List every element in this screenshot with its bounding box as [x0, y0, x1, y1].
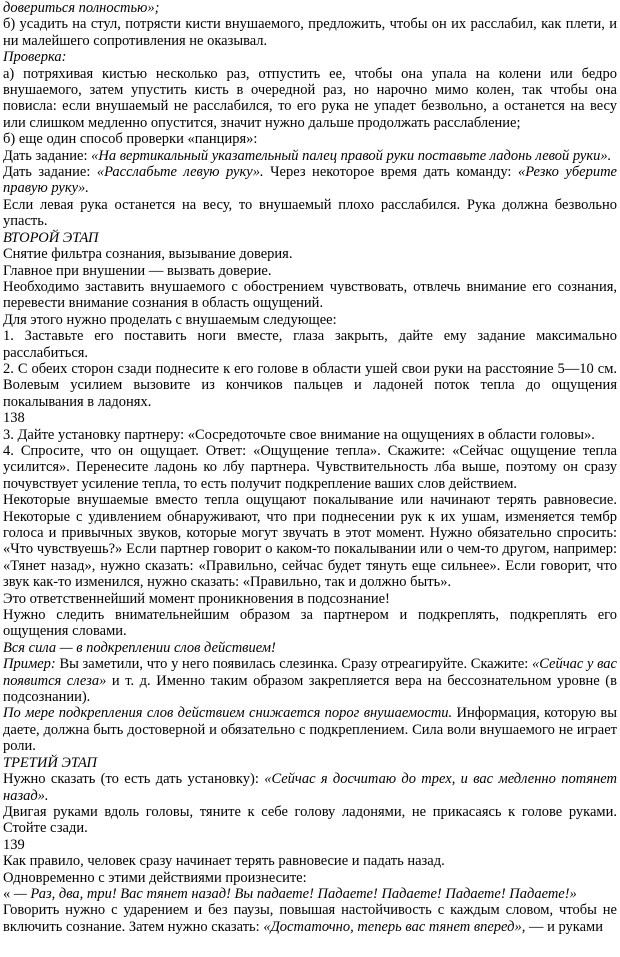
paragraph-p12: Необходимо заставить внушаемого с обострением чувствовать, отвлечь внимание его сознания, перевести внимание сознания в область ощущений.: [3, 278, 617, 312]
paragraph-p15: 2. С обеих сторон сзади поднесите к его голове в области ушей свои руки на расстояние 5—10 см. Волевым усилием вызовите из кончиков пальцев и ладоней поток тепла до ощущения покалывания в ладонях.: [3, 360, 617, 410]
paragraph-p25: ТРЕТИЙ ЭТАП: [3, 754, 98, 771]
paragraph-p22: Вся сила — в подкреплении слов действием!: [3, 639, 276, 656]
paragraph-p03: Проверка:: [3, 49, 67, 66]
text-run: Вы заметили, что у него появилась слезинка. Сразу отреагируйте. Скажите:: [55, 656, 532, 673]
text-run: и т. д. Именно таким образом закрепляется вера на бессознательном уровне (в подсознании).: [3, 672, 617, 706]
paragraph-p16: 138: [3, 410, 25, 427]
paragraph-p28: 139: [3, 836, 25, 853]
paragraph-p17: 3. Дайте установку партнеру: «Сосредоточьте свое внимание на ощущениях в области головы».: [3, 426, 595, 443]
paragraph-p24: [3, 705, 617, 754]
paragraph-p08: Если левая рука останется на весу, то внушаемый плохо расслабился. Рука должна безвольно упасть.: [3, 196, 617, 230]
paragraph-p18: 4. Спросите, что он ощущает. Ответ: «Ощущение тепла». Скажите: «Сейчас ощущение тепла усилится». Перенесите ладонь ко лбу партнера. Чувствительность лба выше, поэтому он сразу почувствует усиление тепла, то есть получит подкрепление ваших слов действием.: [3, 442, 617, 492]
text-run: «Резко уберите правую руку».: [3, 164, 617, 197]
text-run: «Расслабьте левую руку».: [96, 164, 264, 181]
paragraph-p06: [3, 148, 617, 164]
paragraph-p32: [3, 902, 617, 935]
paragraph-p05: б) еще один способ проверки «панциря»:: [3, 131, 258, 148]
paragraph-p14: 1. Заставьте его поставить ноги вместе, глаза закрыть, дайте ему задание максимально расслабиться.: [3, 328, 617, 361]
paragraph-p01: довериться полностью»;: [3, 0, 160, 16]
text-run: — и руками: [525, 918, 603, 935]
paragraph-p29: Как правило, человек сразу начинает терять равновесие и падать назад.: [3, 853, 445, 870]
text-run: Дать задание:: [3, 147, 92, 164]
paragraph-p27: Двигая руками вдоль головы, тяните к себе голову ладонями, не прикасаясь к голове руками. Стойте сзади.: [3, 803, 617, 837]
paragraph-p19: Некоторые внушаемые вместо тепла ощущают покалывание или начинают терять равновесие. Некоторые с удивлением обнаруживают, что при поднесении рук к их ушам, изменяется тембр голоса и привычных звуков, которые могут звучать в этот момент. Нужно обязательно спросить: «Что чувствуешь?» Если партнер говорит о каком-то покалывании или о чем-то другом, например: «Тянет назад», нужно сказать: «Правильно, сейчас будет тянуть еще сильнее». Если говорит, что звук как-то изменился, нужно сказать: «Правильно, так и должно быть».: [3, 492, 617, 591]
paragraph-p23: [3, 656, 617, 705]
paragraph-p07: [3, 164, 617, 197]
paragraph-p30: Одновременно с этими действиями произнесите:: [3, 869, 307, 886]
text-run: Пример:: [3, 656, 56, 673]
paragraph-p10: Снятие фильтра сознания, вызывание доверия.: [3, 246, 293, 263]
paragraph-p31: [3, 886, 617, 902]
paragraph-p13: Для этого нужно проделать с внушаемым следующее:: [3, 311, 337, 328]
text-run: «Достаточно, теперь вас тянет вперед»,: [263, 918, 526, 935]
text-run: Через некоторое время дать команду:: [263, 164, 518, 181]
text-run: По мере подкрепления слов действием снижается порог внушаемости.: [3, 705, 453, 722]
paragraph-p21: Нужно следить внимательнейшим образом за партнером и подкреплять, подкреплять его ощущения словами.: [3, 607, 617, 640]
text-run: «Сейчас я досчитаю до трех, и вас медленно потянет назад».: [3, 771, 617, 804]
paragraph-p04: а) потряхивая кистью несколько раз, отпустить ее, чтобы она упала на колени или бедро внушаемого, затем упустить кисть в очередной раз, но нарочно мимо колен, так чтобы она повисла: если внушаемый не расслабился, то его рука не упадет безвольно, а останется на весу или слишком медленно опустится, значит нужно дальше продолжать расслабление;: [3, 65, 617, 131]
text-run: Дать задание:: [3, 164, 97, 181]
text-run: Говорить нужно с ударением и без паузы, повышая настойчивость с каждым словом, чтобы не включить сознание. Затем нужно сказать:: [3, 902, 617, 935]
paragraph-p26: [3, 771, 617, 804]
paragraph-p09: ВТОРОЙ ЭТАП: [3, 229, 99, 246]
paragraph-p20: Это ответственнейший момент проникновения в подсознание!: [3, 590, 390, 607]
text-run: «На вертикальный указательный палец правой руки поставьте ладонь левой руки».: [91, 147, 612, 164]
text-run: Нужно сказать (то есть дать установку):: [3, 771, 265, 788]
text-run: «: [3, 885, 14, 902]
paragraph-p02: б) усадить на стул, потрясти кисти внушаемого, предложить, чтобы он их расслабил, как плети, и ни малейшего сопротивления не оказывал.: [3, 16, 617, 49]
text-run: Информация, которую вы даете, должна быть достоверной и обязательно с подкреплением. Сила воли внушаемого не играет роли.: [3, 705, 617, 755]
text-run: — Раз, два, три! Вас тянет назад! Вы падаете! Падаете! Падаете! Падаете! Падаете!»: [13, 885, 577, 902]
text-run: «Сейчас у вас появится слеза»: [3, 656, 617, 689]
paragraph-p11: Главное при внушении — вызвать доверие.: [3, 262, 272, 279]
